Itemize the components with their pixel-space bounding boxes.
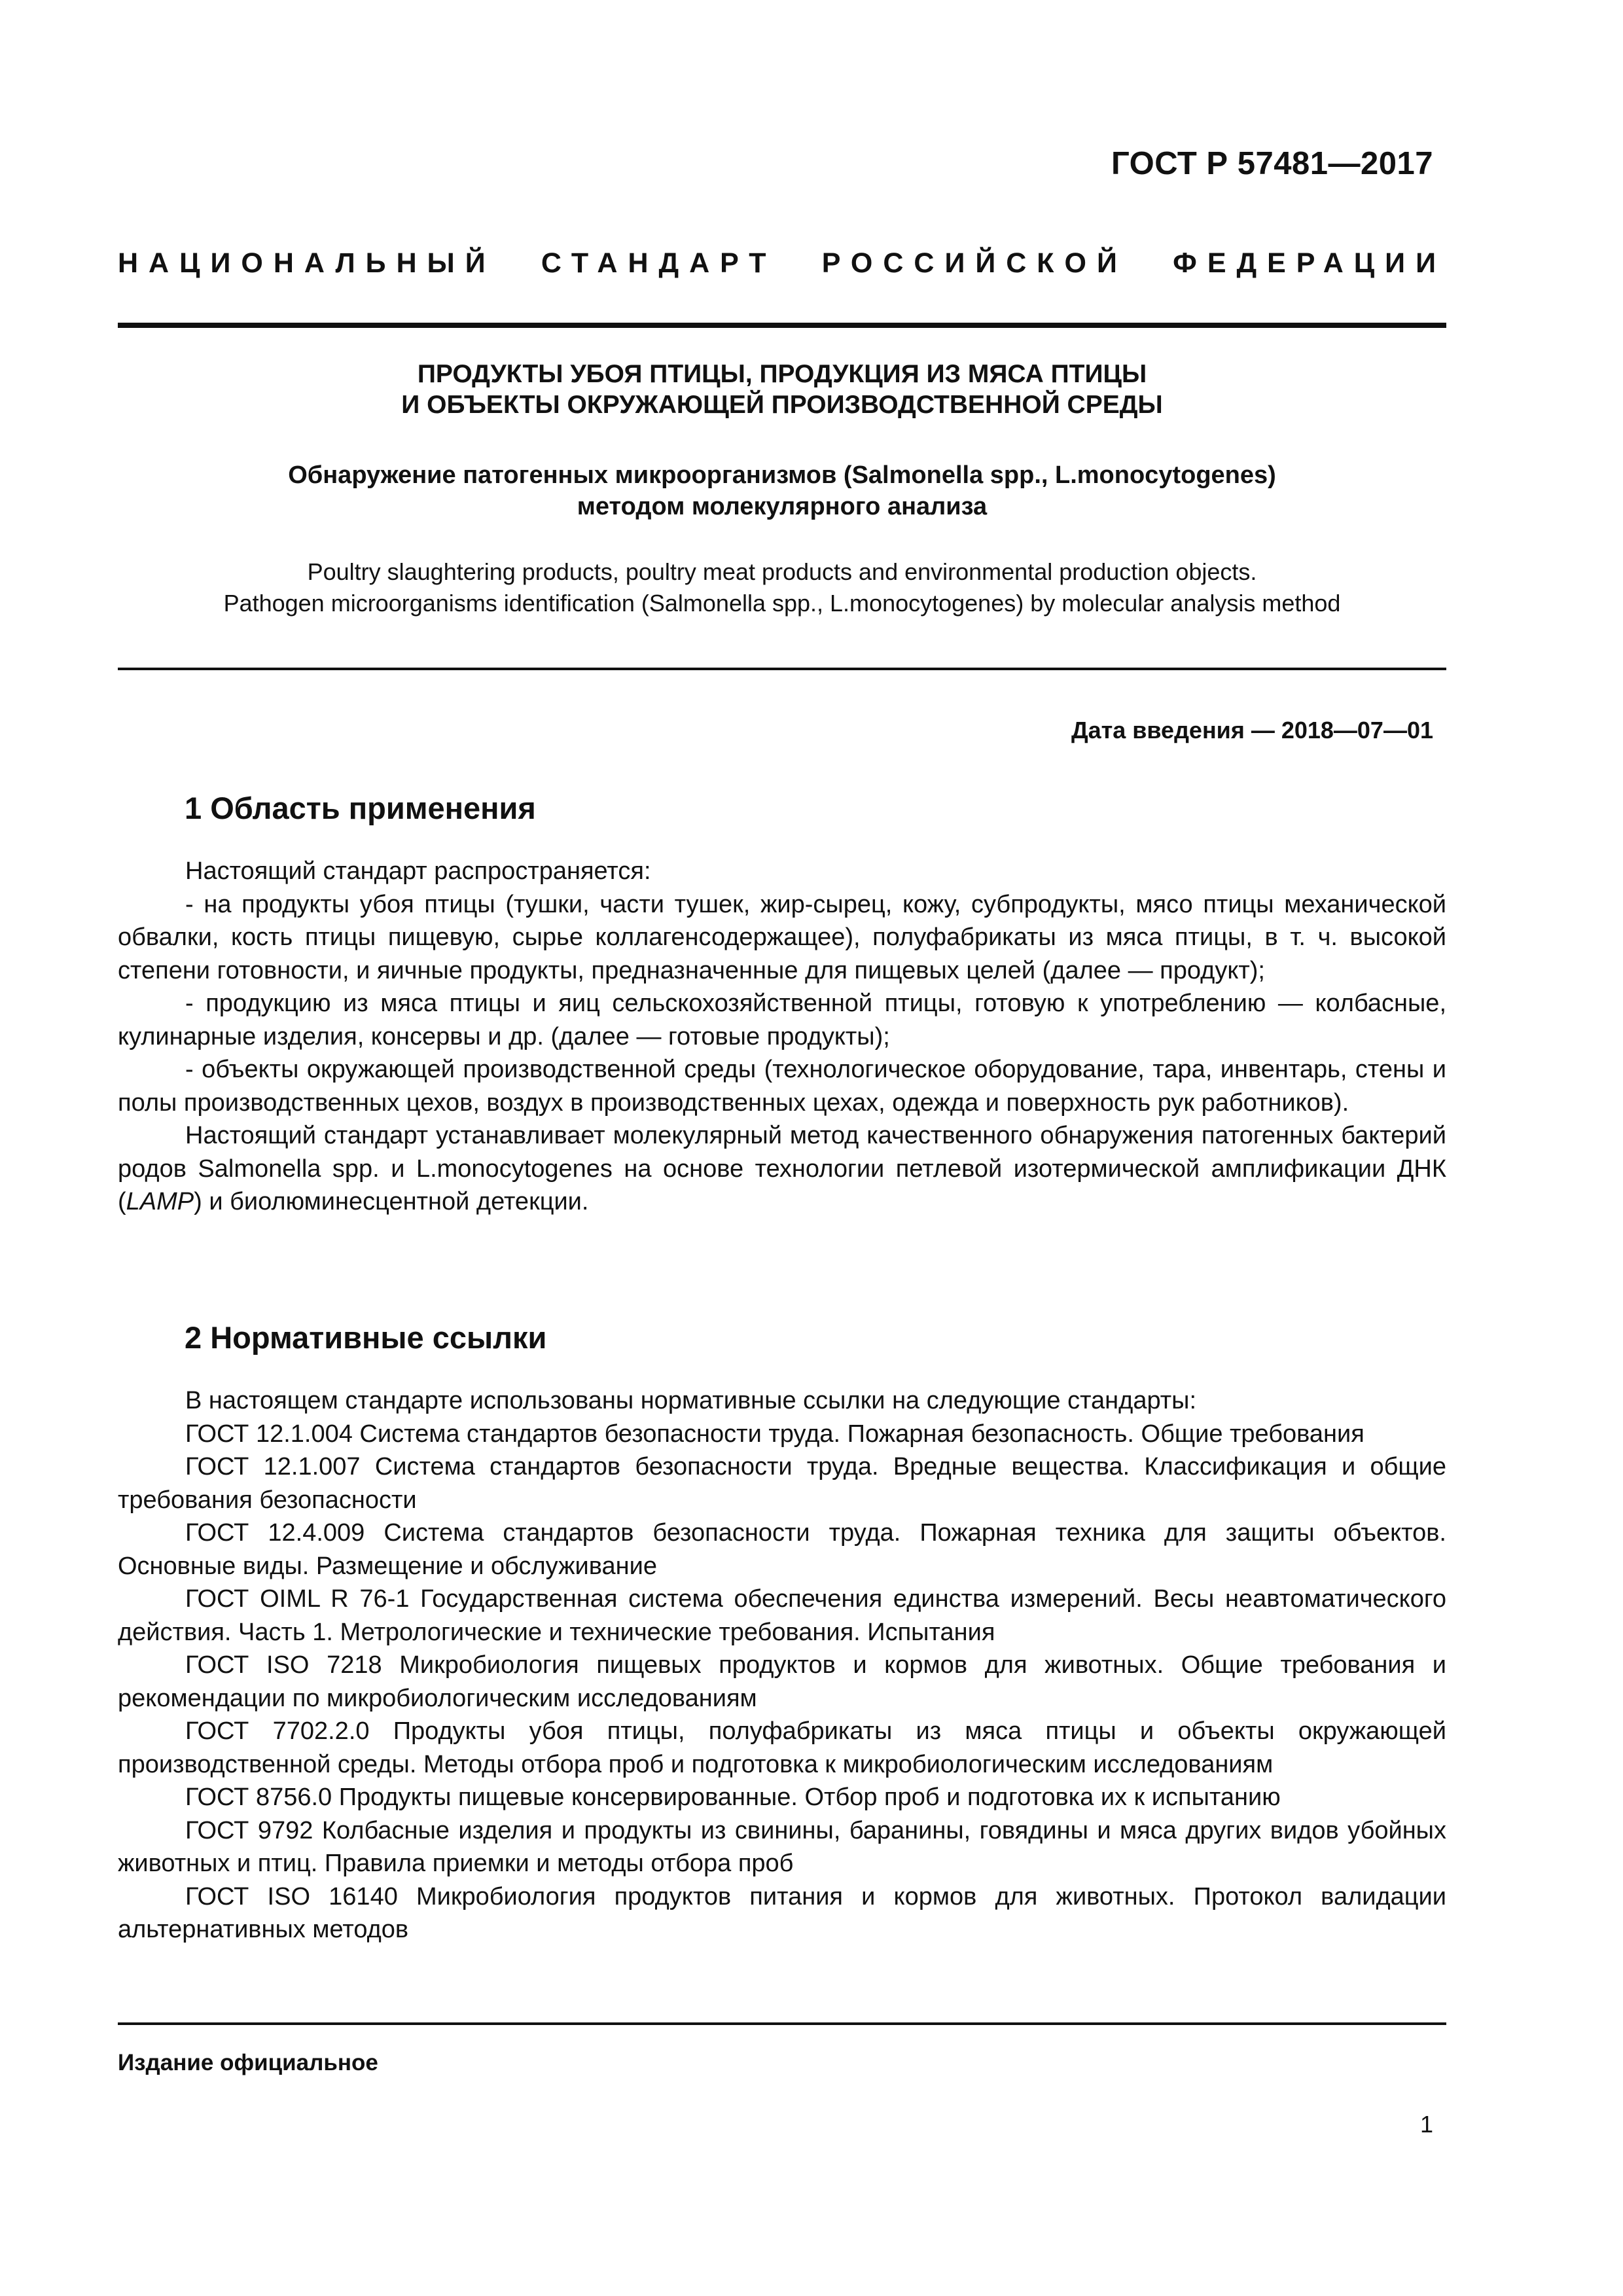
page-number: 1 [1419, 2111, 1433, 2138]
subtitle-line-2: методом молекулярного анализа [577, 493, 988, 520]
reference-item: ГОСТ 12.4.009 Система стандартов безопасности труда. Пожарная техника для защиты объектов. Основные виды. Размещение и обслуживание [118, 1519, 1446, 1580]
top-divider [118, 323, 1446, 328]
reference-item: ГОСТ ISO 7218 Микробиология пищевых продуктов и кормов для животных. Общие требования и рекомендации по микробиологическим исследованиям [118, 1651, 1446, 1712]
english-title-line-2: Pathogen microorganisms identification (Salmonella spp., L.monocytogenes) by molecular analysis method [223, 590, 1341, 617]
section-1-heading: 1 Область применения [185, 791, 536, 825]
title-divider [118, 668, 1446, 670]
subtitle-line-1: Обнаружение патогенных микроорганизмов (Salmonella spp., L.monocytogenes) [288, 461, 1276, 489]
reference-item: ГОСТ 12.1.004 Система стандартов безопасности труда. Пожарная безопасность. Общие требования [185, 1420, 1364, 1448]
reference-item: ГОСТ 12.1.007 Система стандартов безопасности труда. Вредные вещества. Классификация и общие требования безопасности [118, 1453, 1446, 1514]
document-subtitle [118, 459, 1446, 522]
footer-divider [118, 2022, 1446, 2025]
reference-item: ГОСТ 7702.2.0 Продукты убоя птицы, полуфабрикаты из мяса птицы и объекты окружающей производственной среды. Методы отбора проб и подготовка к микробиологическим исследованиям [118, 1717, 1446, 1778]
introduction-date: Дата введения — 2018—07—01 [1071, 717, 1433, 744]
paragraph: - продукцию из мяса птицы и яиц сельскохозяйственной птицы, готовую к употреблению — колбасные, кулинарные изделия, консервы и др. (далее — готовые продукты); [118, 990, 1446, 1050]
document-number: ГОСТ Р 57481—2017 [1111, 146, 1433, 181]
section-2-heading: 2 Нормативные ссылки [185, 1320, 547, 1355]
title-line-2: И ОБЪЕКТЫ ОКРУЖАЮЩЕЙ ПРОИЗВОДСТВЕННОЙ СРЕДЫ [401, 391, 1163, 419]
section-2-body [118, 1384, 1446, 1946]
reference-item: ГОСТ OIML R 76-1 Государственная система обеспечения единства измерений. Весы неавтоматического действия. Часть 1. Метрологические и технические требования. Испытания [118, 1585, 1446, 1646]
official-edition-label: Издание официальное [118, 2050, 378, 2075]
lamp-term: LAMP [126, 1188, 194, 1215]
paragraph: - объекты окружающей производственной среды (технологическое оборудование, тара, инвентарь, стены и полы производственных цехов, воздух в производственных цехах, одежда и поверхность рук работников). [118, 1056, 1446, 1117]
paragraph-text: ) и биолюминесцентной детекции. [194, 1188, 589, 1215]
section-1-body [118, 855, 1446, 1219]
paragraph-text: Настоящий стандарт устанавливает молекулярный метод качественного обнаружения патогенных бактерий родов Salmonella spp. и L.monocytogenes на основе технологии петлевой изотермической амплификации ДНК ( [118, 1122, 1446, 1215]
paragraph: - на продукты убоя птицы (тушки, части тушек, жир-сырец, кожу, субпродукты, мясо птицы механической обвалки, кость птицы пищевую, сырье коллагенсодержащее), полуфабрикаты из мяса птицы, в т. ч. высокой степени готовности, и яичные продукты, предназначенные для пищевых целей (далее — продукт); [118, 890, 1446, 984]
title-line-1: ПРОДУКТЫ УБОЯ ПТИЦЫ, ПРОДУКЦИЯ ИЗ МЯСА ПТИЦЫ [417, 360, 1147, 388]
reference-item: ГОСТ ISO 16140 Микробиология продуктов питания и кормов для животных. Протокол валидации альтернативных методов [118, 1882, 1446, 1943]
english-title [118, 556, 1446, 619]
reference-item: ГОСТ 8756.0 Продукты пищевые консервированные. Отбор проб и подготовка их к испытанию [185, 1784, 1281, 1811]
paragraph: В настоящем стандарте использованы нормативные ссылки на следующие стандарты: [185, 1387, 1197, 1414]
national-standard-heading: НАЦИОНАЛЬНЫЙ СТАНДАРТ РОССИЙСКОЙ ФЕДЕРАЦИИ [118, 247, 1446, 279]
document-title [118, 359, 1446, 420]
paragraph [118, 1119, 1446, 1219]
reference-item: ГОСТ 9792 Колбасные изделия и продукты из свинины, баранины, говядины и мяса других видов убойных животных и птиц. Правила приемки и методы отбора проб [118, 1816, 1446, 1877]
english-title-line-1: Poultry slaughtering products, poultry meat products and environmental production objects. [307, 558, 1257, 585]
paragraph: Настоящий стандарт распространяется: [185, 857, 651, 885]
